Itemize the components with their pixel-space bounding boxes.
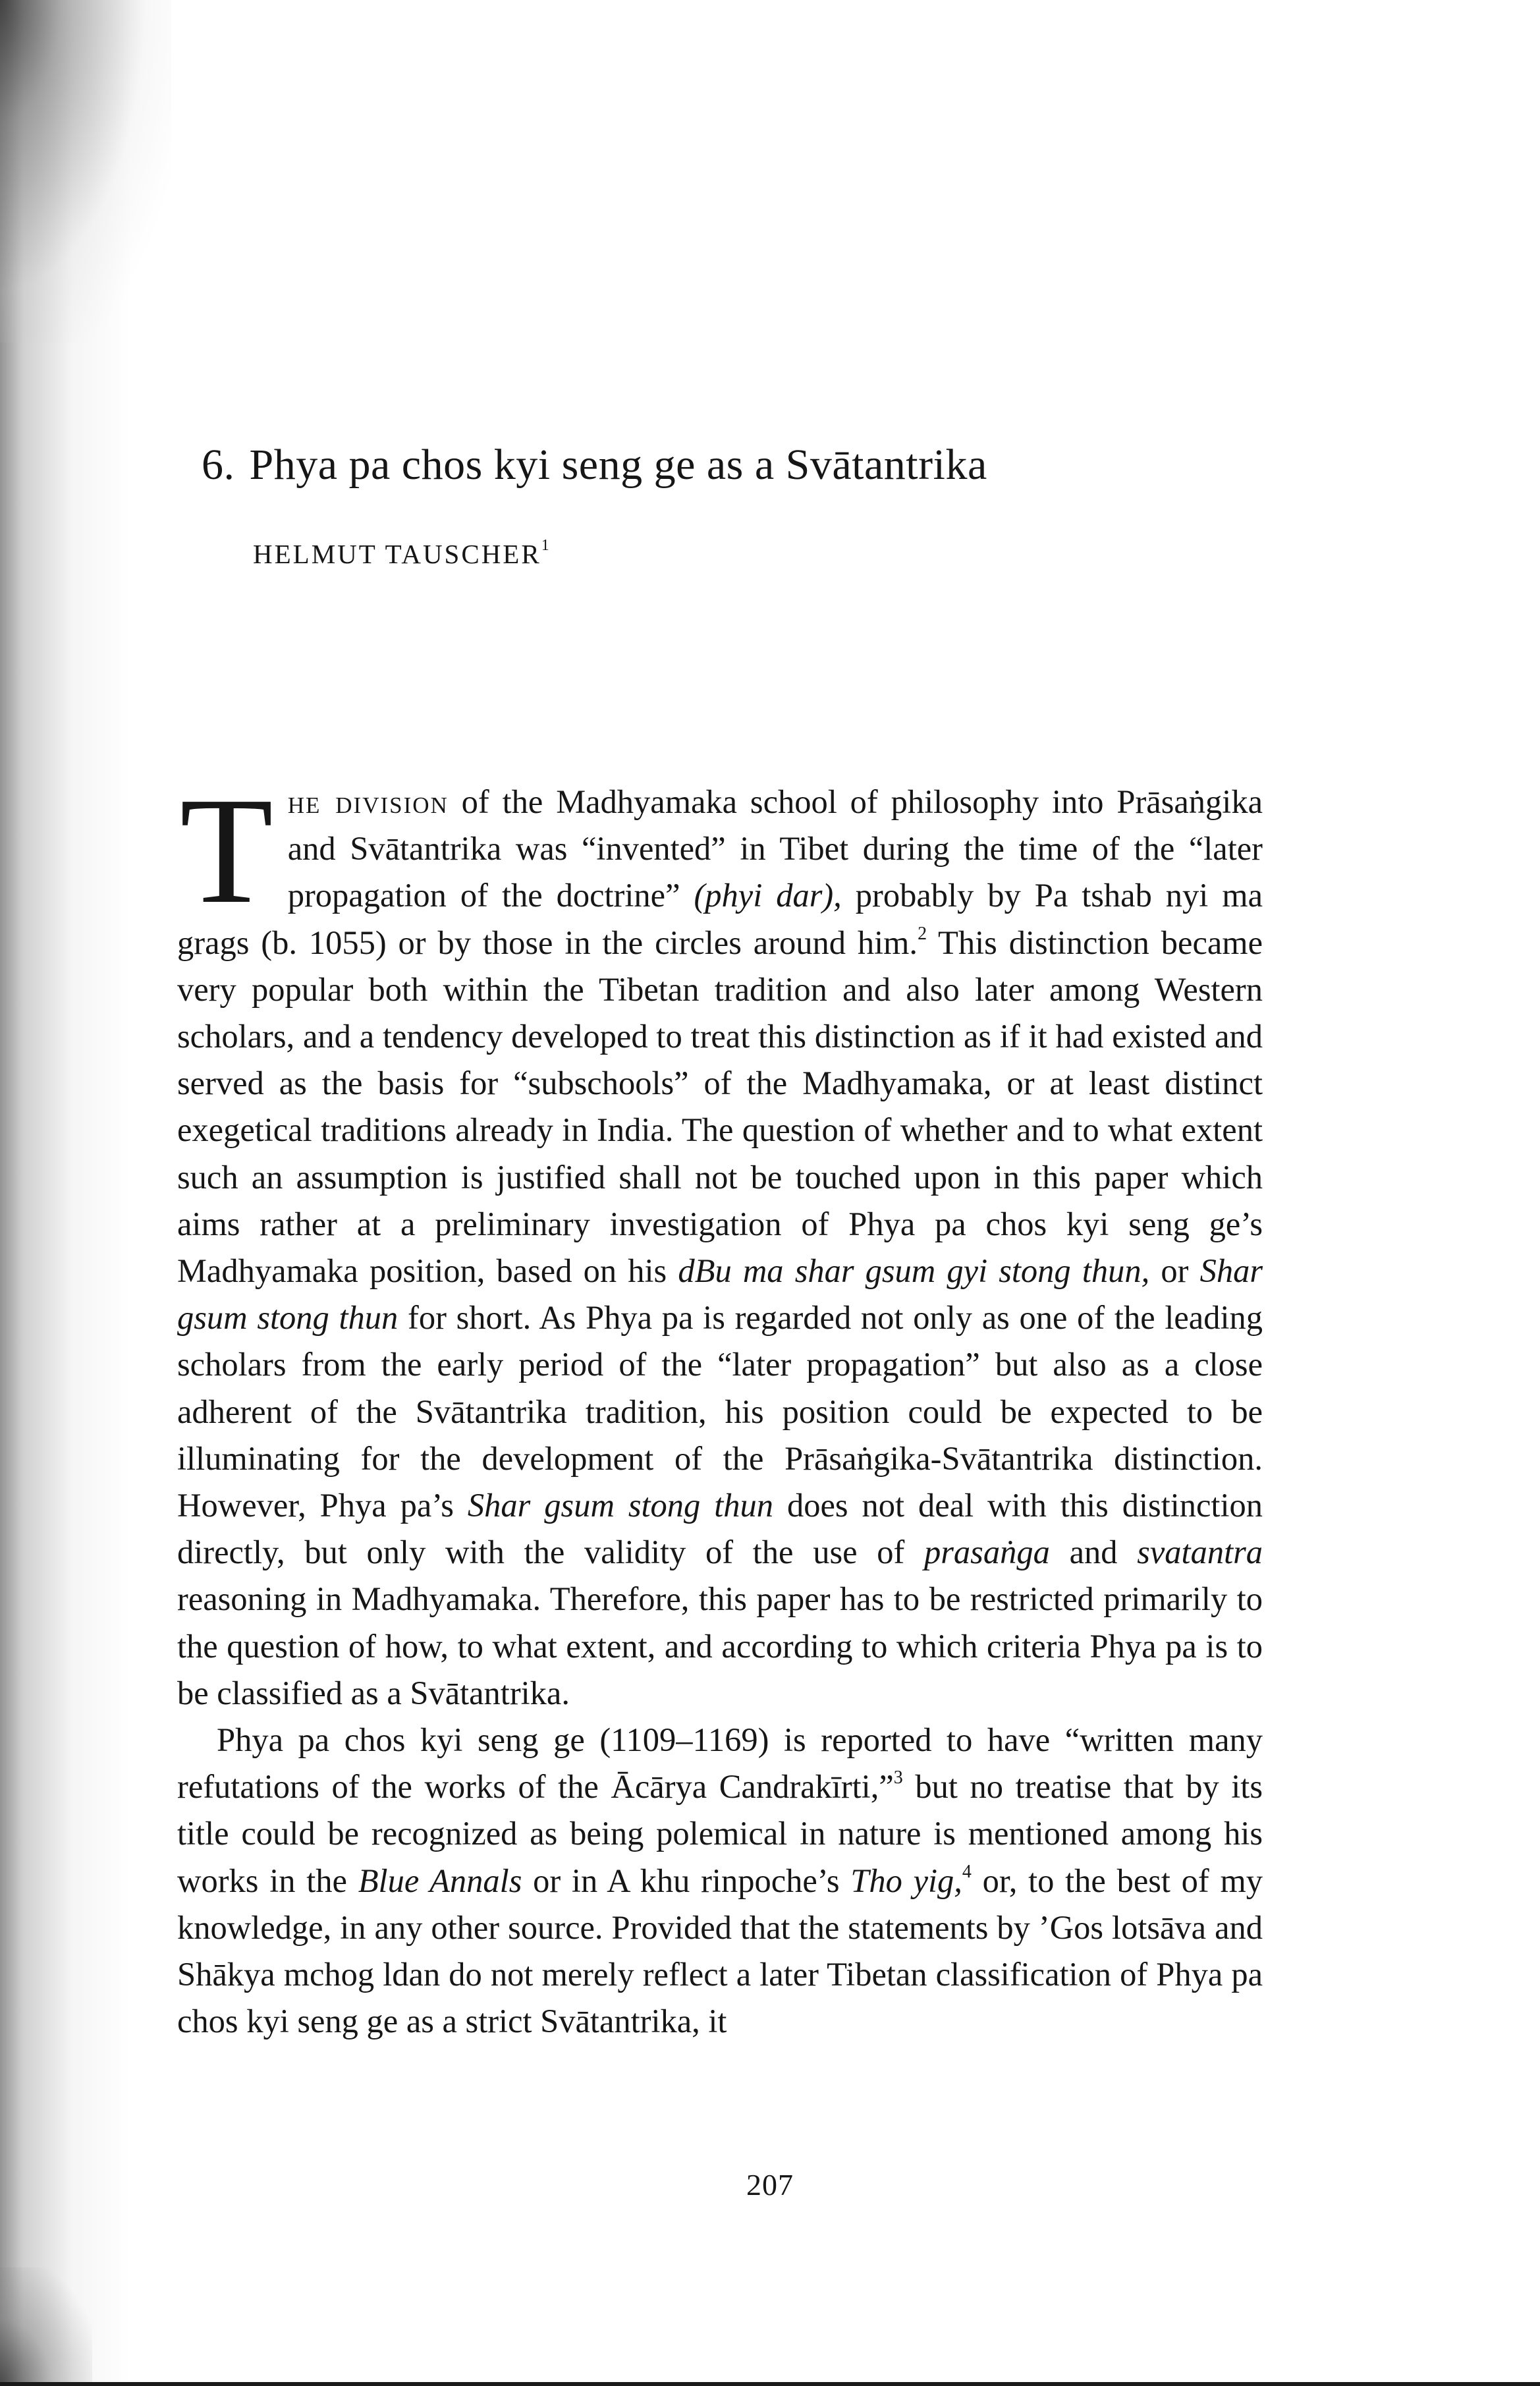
author-footnote-marker: 1 bbox=[541, 537, 549, 554]
italic-title: Shar gsum stong thun bbox=[177, 1252, 1263, 1337]
italic-term: svatantra bbox=[1137, 1534, 1263, 1571]
paragraph-2-text: or in A khu rinpoche’s bbox=[522, 1862, 851, 1899]
article-body bbox=[177, 766, 1263, 2045]
italic-title: Blue Annals bbox=[358, 1862, 522, 1899]
paragraph-1 bbox=[177, 766, 1263, 1717]
paragraph-1-text: This distinction became very popular both within the Tibetan tradition and also later among Western scholars, and a tendency developed to treat this distinction as if it had existed and served as the basis for “subschools” of the Madhyamaka, or at least distinct exegetical traditions already in India. The question of whether and to what extent such an assumption is justified shall not be touched upon in this paper which aims rather at a preliminary investigation of Phya pa chos kyi seng ge’s Madhyamaka position, based on his bbox=[177, 924, 1263, 1290]
paragraph-1-text: does not deal with this distinction directly, but only with the validity of the use of bbox=[177, 1487, 1263, 1571]
italic-term: prasaṅga bbox=[924, 1534, 1050, 1571]
paragraph-1-text: reasoning in Madhyamaka. Therefore, this paper has to be restricted primarily to the question of how, to what extent, and according to which criteria Phya pa is to be classified as a Svātantrika. bbox=[177, 1580, 1263, 1711]
scan-shadow-top-corner bbox=[0, 0, 171, 343]
page-number: 207 bbox=[746, 2168, 794, 2202]
footnote-marker: 4 bbox=[962, 1861, 972, 1882]
paragraph-2-text: but no treatise that by its title could be recognized as being polemical in nature is mentioned among his works in the bbox=[177, 1768, 1263, 1899]
footnote-marker: 2 bbox=[918, 923, 927, 944]
italic-term: (phyi dar), bbox=[694, 877, 842, 914]
paragraph-1-text: or bbox=[1149, 1252, 1200, 1290]
scan-shadow-bottom-corner bbox=[0, 2267, 92, 2386]
lead-smallcaps: he division bbox=[287, 783, 449, 820]
italic-title: dBu ma shar gsum gyi stong thun, bbox=[678, 1252, 1150, 1290]
paragraph-1-text: probably by Pa tshab nyi ma grags (b. 1055) or by those in the circles around him. bbox=[177, 877, 1263, 961]
paragraph-1-text: of the Madhyamaka school of philosophy into Prāsaṅgika and Svātantrika was “invented” in Tibet during the time of the “later propagation of the doctrine” bbox=[287, 783, 1263, 914]
paragraph-2-text: or, to the best of my knowledge, in any other source. Provided that the statements by ’Gos lotsāva and Shākya mchog ldan do not merely reflect a later Tibetan classification of Phya pa chos kyi seng ge as a strict Svātantrika, it bbox=[177, 1862, 1263, 2040]
italic-title: Shar gsum stong thun bbox=[467, 1487, 774, 1524]
chapter-number: 6. bbox=[202, 441, 235, 489]
italic-title: Tho yig, bbox=[850, 1862, 962, 1899]
author-byline bbox=[253, 537, 549, 570]
paragraph-1-text: for short. As Phya pa is regarded not only as one of the leading scholars from the early period of the “later propagation” but also as a close adherent of the Svātantrika tradition, his position could be expected to be illuminating for the development of the Prāsaṅgika-Svātantrika distinction. However, Phya pa’s bbox=[177, 1299, 1263, 1524]
paragraph-1-text: and bbox=[1049, 1534, 1138, 1571]
paragraph-2-text: Phya pa chos kyi seng ge (1109–1169) is reported to have “written many refutations of the works of the Ācārya Candrakīrti,” bbox=[177, 1721, 1263, 1806]
scan-bottom-border bbox=[0, 2382, 1540, 2386]
drop-cap-letter: T bbox=[180, 766, 273, 935]
chapter-title-text: Phya pa chos kyi seng ge as a Svātantrika bbox=[249, 441, 987, 489]
chapter-title bbox=[202, 440, 987, 490]
paragraph-2 bbox=[177, 1717, 1263, 2045]
footnote-marker: 3 bbox=[893, 1767, 903, 1789]
author-name: HELMUT TAUSCHER bbox=[253, 539, 541, 569]
scan-shadow-left-edge bbox=[0, 0, 132, 2386]
